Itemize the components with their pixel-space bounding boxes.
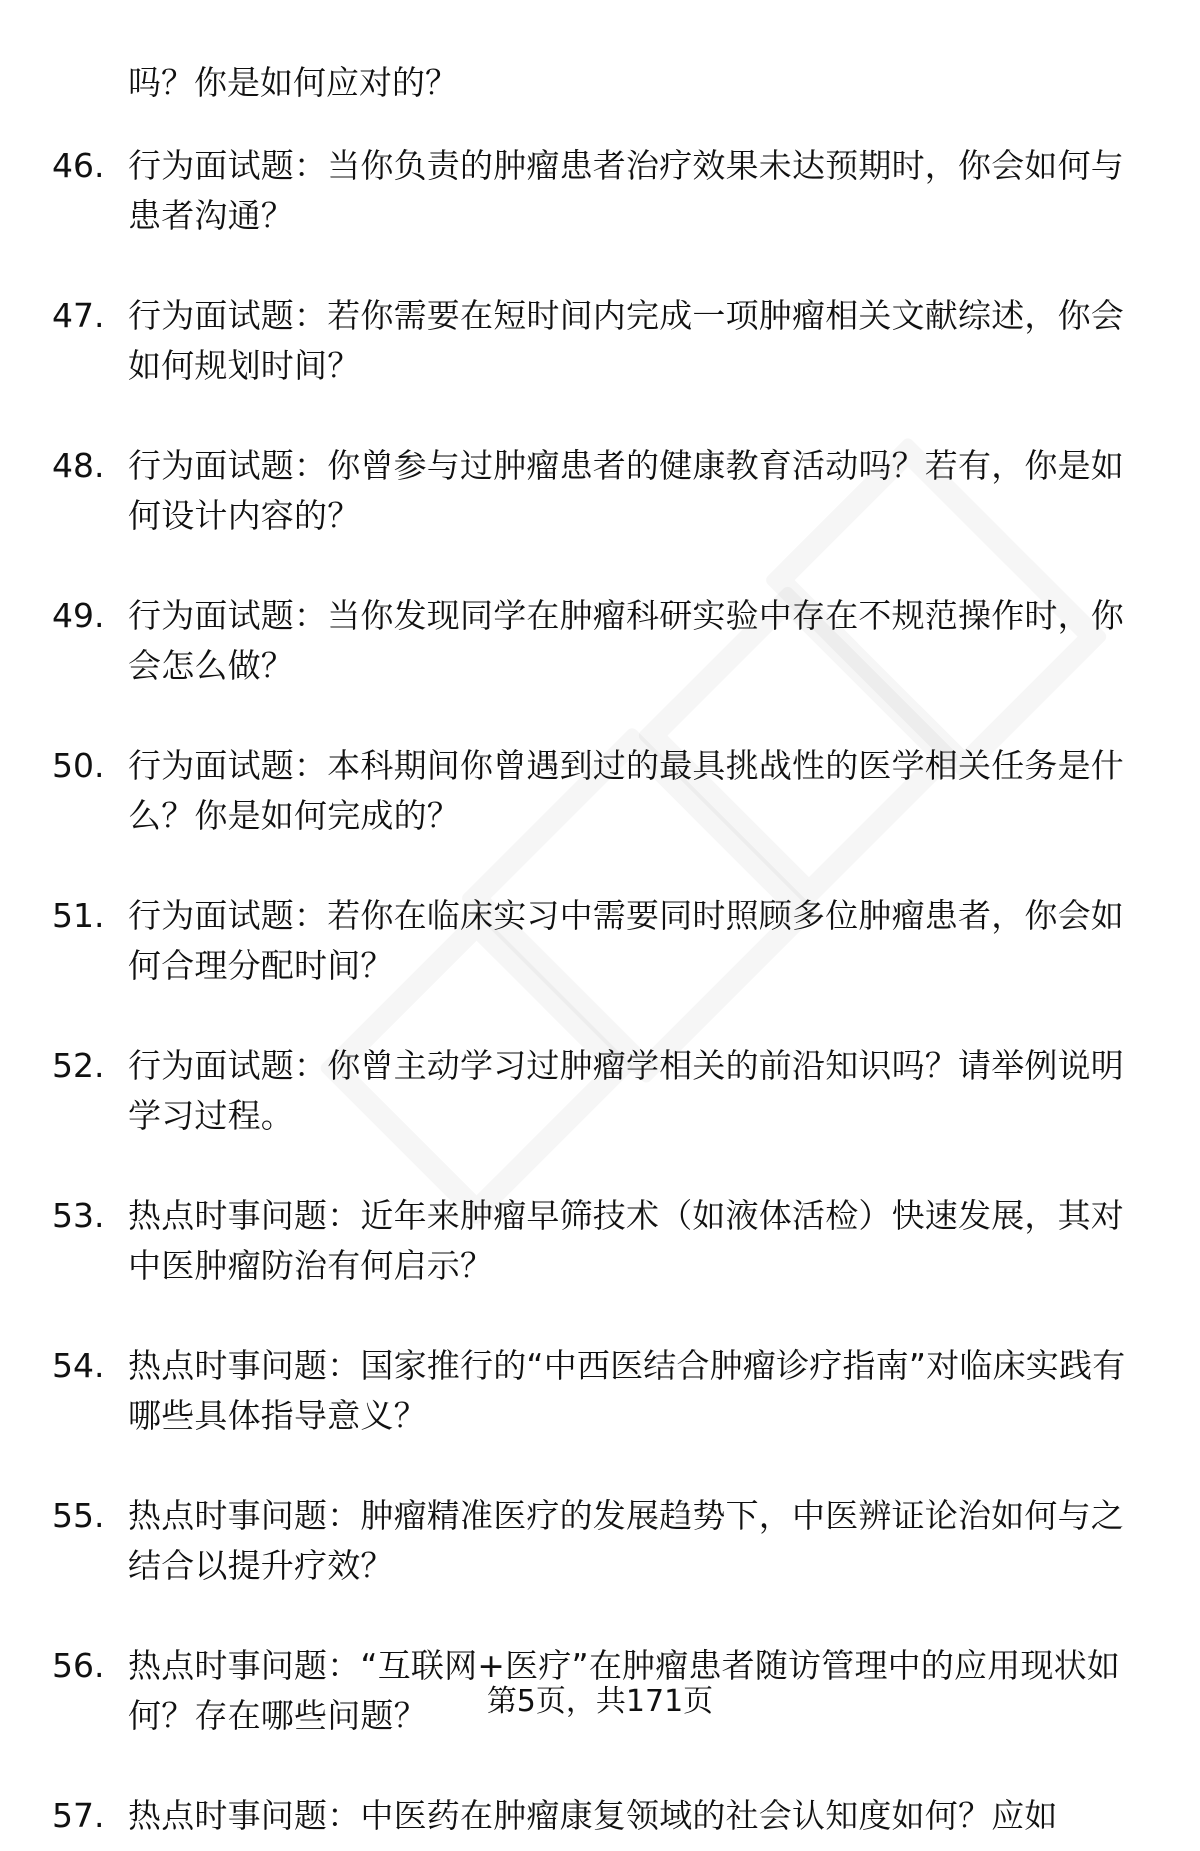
question-number: 52. (52, 1046, 105, 1085)
question-number: 57. (52, 1796, 105, 1835)
question-number: 46. (52, 146, 105, 185)
question-item (52, 1791, 1152, 1851)
question-item (52, 741, 1152, 891)
question-item (52, 141, 1152, 291)
question-number: 47. (52, 296, 105, 335)
question-list (52, 141, 1152, 1851)
question-text: 热点时事问题：近年来肿瘤早筛技术（如液体活检）快速发展，其对中医肿瘤防治有何启示？ (128, 1196, 1124, 1285)
question-item (52, 891, 1152, 1041)
question-text: 热点时事问题：肿瘤精准医疗的发展趋势下，中医辨证论治如何与之结合以提升疗效？ (128, 1496, 1124, 1585)
question-item (52, 591, 1152, 741)
question-number: 48. (52, 446, 105, 485)
question-text: 行为面试题：你曾主动学习过肿瘤学相关的前沿知识吗？请举例说明学习过程。 (128, 1046, 1124, 1135)
question-item (52, 1191, 1152, 1341)
question-item (52, 1341, 1152, 1491)
question-text: 热点时事问题：国家推行的“中西医结合肿瘤诊疗指南”对临床实践有哪些具体指导意义？ (128, 1346, 1126, 1435)
question-item (52, 1041, 1152, 1191)
question-text: 热点时事问题：“互联网+医疗”在肿瘤患者随访管理中的应用现状如何？存在哪些问题？ (128, 1646, 1121, 1735)
question-text: 行为面试题：你曾参与过肿瘤患者的健康教育活动吗？若有，你是如何设计内容的？ (128, 446, 1124, 535)
question-number: 56. (52, 1646, 105, 1685)
question-number: 54. (52, 1346, 105, 1385)
question-number: 55. (52, 1496, 105, 1535)
question-item (52, 441, 1152, 591)
question-text: 行为面试题：若你在临床实习中需要同时照顾多位肿瘤患者，你会如何合理分配时间？ (128, 896, 1124, 985)
page-footer: 第5页，共171页 (486, 1684, 714, 1719)
question-text: 行为面试题：若你需要在短时间内完成一项肿瘤相关文献综述，你会如何规划时间？ (128, 296, 1124, 385)
question-number: 51. (52, 896, 105, 935)
question-number: 50. (52, 746, 105, 785)
question-number: 53. (52, 1196, 105, 1235)
question-item (52, 1491, 1152, 1641)
question-text: 行为面试题：当你负责的肿瘤患者治疗效果未达预期时，你会如何与患者沟通？ (128, 146, 1124, 235)
question-item (52, 291, 1152, 441)
continuation-line: 吗？你是如何应对的？ (128, 63, 458, 102)
question-text: 行为面试题：当你发现同学在肿瘤科研实验中存在不规范操作时，你会怎么做？ (128, 596, 1124, 685)
question-text: 行为面试题：本科期间你曾遇到过的最具挑战性的医学相关任务是什么？你是如何完成的？ (128, 746, 1124, 835)
question-text: 热点时事问题：中医药在肿瘤康复领域的社会认知度如何？应如 (128, 1796, 1058, 1835)
question-number: 49. (52, 596, 105, 635)
